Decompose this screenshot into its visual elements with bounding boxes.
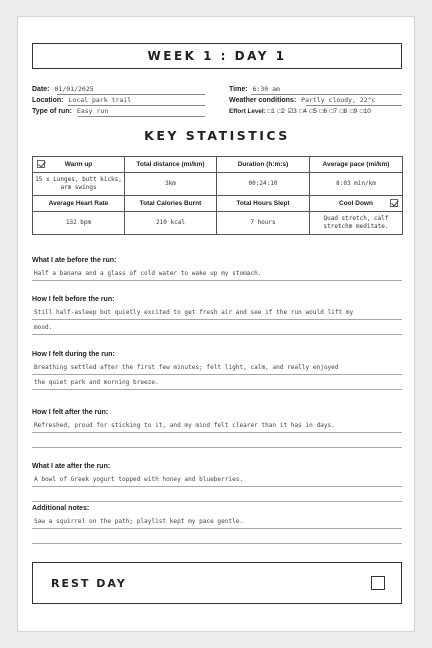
effort-option-4[interactable]: □4: [299, 108, 307, 115]
answer-line[interactable]: Breathing settled after the first few minutes; felt light, calm, and really enjoyed: [32, 360, 402, 375]
date-row: Date: 01/01/2025: [32, 85, 94, 93]
date-underline: [57, 94, 205, 95]
sleep-value[interactable]: 7 hours: [217, 212, 310, 235]
effort-option-8[interactable]: □8: [339, 108, 348, 115]
effort-option-6[interactable]: □6: [319, 108, 327, 115]
cooldown-value[interactable]: Quad stretch, calf stretchm meditate.: [310, 212, 403, 235]
effort-option-1[interactable]: □1: [267, 108, 275, 115]
notes-section: Additional notes: Saw a squirrel on the path; playlist kept my pace gentle.: [32, 503, 402, 544]
warmup-checkbox[interactable]: [37, 160, 45, 168]
answer-line[interactable]: the quiet park and morning breeze.: [32, 375, 402, 390]
calories-header: Total Calories Burnt: [125, 196, 217, 212]
run-log-page: [17, 16, 415, 632]
answer-line[interactable]: A bowl of Greek yogurt topped with honey and blueberries.: [32, 472, 402, 487]
ate-after-section: What I ate after the run: A bowl of Greek yogurt topped with honey and blueberries.: [32, 461, 402, 502]
title-box: [32, 43, 402, 69]
effort-level-row: Effort Level: □1 □2 ☑3 □4 □5 □6 □7 □8 □9 □10: [229, 108, 371, 115]
calories-value[interactable]: 210 kcal: [125, 212, 217, 235]
answer-line[interactable]: [32, 487, 402, 502]
effort-option-5[interactable]: □5: [309, 108, 317, 115]
answer-line[interactable]: Still half-asleep but quietly excited to get fresh air and see if the run would lift my: [32, 305, 402, 320]
cooldown-checkbox[interactable]: [390, 199, 398, 207]
warmup-value[interactable]: 15 x Lunges, butt kicks, arm swings: [33, 173, 125, 196]
felt-after-section: How I felt after the run: Refreshed, proud for sticking to it, and my mind felt clearer than it has in days.: [32, 407, 402, 448]
cooldown-header: Cool Down: [310, 196, 403, 212]
rest-day-checkbox[interactable]: [371, 576, 385, 590]
run-type-value[interactable]: Easy run: [76, 107, 109, 115]
key-statistics-heading: KEY STATISTICS: [144, 128, 290, 143]
location-value[interactable]: Local park trail: [68, 96, 132, 104]
run-type-row: Type of run: Easy run: [32, 107, 109, 115]
location-underline: [68, 105, 205, 106]
location-row: Location: Local park trail: [32, 96, 132, 104]
effort-option-2[interactable]: □2: [277, 108, 285, 115]
effort-option-10[interactable]: □10: [359, 108, 371, 115]
weather-underline: [306, 105, 402, 106]
sleep-header: Total Hours Slept: [217, 196, 310, 212]
pace-header: Average pace (mi/km): [310, 157, 403, 173]
warmup-header: Warm up: [33, 157, 125, 173]
date-value[interactable]: 01/01/2025: [54, 85, 94, 93]
felt-before-section: How I felt before the run: Still half-asleep but quietly excited to get fresh air and see if the run would lift my mood.: [32, 294, 402, 335]
duration-value[interactable]: 00:24:10: [217, 173, 310, 196]
answer-line[interactable]: Half a banana and a glass of cold water to wake up my stomach.: [32, 266, 402, 281]
heart-rate-value[interactable]: 132 bpm: [33, 212, 125, 235]
ate-before-section: What I ate before the run: Half a banana and a glass of cold water to wake up my stomach.: [32, 255, 402, 281]
duration-header: Duration (h:m:s): [217, 157, 310, 173]
rest-day-box: [32, 562, 402, 604]
effort-option-7[interactable]: □7: [329, 108, 338, 115]
answer-line[interactable]: mood.: [32, 320, 402, 335]
pace-value[interactable]: 8:03 min/km: [310, 173, 403, 196]
felt-during-section: How I felt during the run: Breathing settled after the first few minutes; felt light, calm, and really enjoyed the quiet park and morning breeze.: [32, 349, 402, 390]
weather-value[interactable]: Partly cloudy, 22°c: [301, 96, 376, 104]
answer-line[interactable]: Refreshed, proud for sticking to it, and my mind felt clearer than it has in days.: [32, 418, 402, 433]
run-type-underline: [78, 116, 205, 117]
time-row: Time: 6:30 am: [229, 85, 280, 93]
answer-line[interactable]: [32, 433, 402, 448]
weather-row: Weather conditions: Partly cloudy, 22°c: [229, 96, 376, 104]
key-statistics-table: [32, 156, 403, 235]
page-title: WEEK 1 : DAY 1: [147, 49, 287, 63]
time-value[interactable]: 6:30 am: [252, 85, 280, 93]
distance-header: Total distance (mi/km): [125, 157, 217, 173]
heart-rate-header: Average Heart Rate: [33, 196, 125, 212]
effort-options: [268, 108, 372, 115]
distance-value[interactable]: 3km: [125, 173, 217, 196]
rest-day-label: REST DAY: [51, 577, 127, 590]
effort-option-9[interactable]: □9: [349, 108, 358, 115]
effort-option-3[interactable]: ☑3: [287, 108, 297, 115]
answer-line[interactable]: [32, 529, 402, 544]
time-underline: [251, 94, 402, 95]
answer-line[interactable]: Saw a squirrel on the path; playlist kept my pace gentle.: [32, 514, 402, 529]
